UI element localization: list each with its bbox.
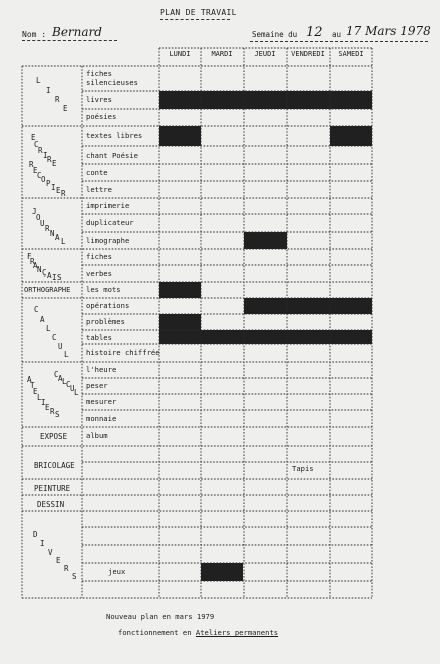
row-label: histoire chiffrée [86,348,160,357]
francais-letter: A [33,261,38,270]
row-label: tables [86,333,112,342]
footer-line1: Nouveau plan en mars 1979 [106,612,215,621]
lire-letter: E [63,104,68,113]
cell-note-tapis: Tapis [292,464,314,473]
divers-letter: D [33,530,38,539]
section-orthographe: ORTHOGRAPHE [24,286,71,294]
row-label: textes libres [86,131,143,140]
row-label: opérations [86,301,130,310]
row-label: verbes [86,269,112,278]
journal-letter: A [55,233,60,242]
row-label: problèmes [86,317,125,326]
ateliers-letter: A [27,375,32,384]
lire-letter: L [36,76,41,85]
row-label: mesurer [86,397,117,406]
calcul-letter: L [64,350,69,359]
francais-letter: S [57,273,62,282]
divers-letter: E [56,556,61,565]
footer-line2 [118,628,278,637]
day-header-mardi: MARDI [211,50,233,58]
section-expose: EXPOSE [40,432,68,441]
divers-letter: I [40,539,45,548]
document-title: PLAN DE TRAVAIL [160,8,237,17]
day-header-lundi: LUNDI [169,50,191,58]
row-label: monnaie [86,414,117,423]
ecrire-letter: E [52,159,57,168]
row-label: conte [86,168,108,177]
journal-letter: J [32,207,37,216]
ateliers-letter: R [50,407,55,416]
calcul2-letter: A [58,374,63,383]
recopier-letter: C [37,171,42,180]
nom-label: Nom : [22,30,47,39]
section-peinture: PEINTURE [34,484,71,493]
section-bricolage: BRICOLAGE [34,461,75,470]
recopier-letter: E [33,166,38,175]
recopier-letter: R [29,160,34,169]
footer-ateliers-permanents: Ateliers permanents [195,628,279,637]
francais-letter: R [30,257,35,266]
divers-letter: S [72,572,77,581]
calcul2-letter: U [70,384,75,393]
calcul-letter: C [34,305,39,314]
recopier-letter: P [46,179,51,188]
calcul2-letter: C [54,370,59,379]
recopier-letter: R [61,189,66,198]
row-label: duplicateur [86,218,134,227]
ateliers-letter: L [37,393,42,402]
recopier-letter: I [51,183,56,192]
row-label: livres [86,95,112,104]
ateliers-letter: E [33,387,38,396]
calcul-letter: L [46,324,51,333]
calcul2-letter: L [62,377,67,386]
calcul-letter: C [52,333,57,342]
row-label: l'heure [86,365,117,374]
ecrire-letter: E [31,133,36,142]
row-label: lettre [86,185,112,194]
semaine-from: 12 [306,25,323,40]
francais-letter: F [27,252,32,261]
row-label: jeux [108,567,126,576]
calcul-letter: A [40,315,45,324]
calcul2-letter: L [74,388,79,397]
row-label: limographe [86,236,130,245]
journal-letter: O [36,213,41,222]
lire-letter: R [55,95,60,104]
journal-letter: U [40,219,45,228]
footer-line2-prefix: fonctionnement en [118,628,196,637]
nom-value: Bernard [52,25,102,39]
ecrire-letter: R [38,146,43,155]
francais-letter: Ç [42,268,47,277]
journal-letter: L [61,237,66,246]
day-header-jeudi: JEUDI [254,50,276,58]
row-label: chant Poésie [86,151,138,160]
calcul2-letter: C [66,380,71,389]
section-dessin: DESSIN [37,500,65,509]
ecrire-letter: R [47,155,52,164]
semaine-to: 17 Mars 1978 [346,24,431,38]
ecrire-letter: C [34,140,39,149]
row-label: peser [86,381,108,390]
row-label: les mots [86,285,121,294]
divers-letter: V [48,548,53,557]
day-header-samedi: SAMEDI [338,50,364,58]
row-label: fiches [86,252,112,261]
ateliers-letter: I [41,398,46,407]
francais-letter: N [37,265,42,274]
recopier-letter: E [56,186,61,195]
journal-letter: R [45,224,50,233]
row-label: album [86,431,108,440]
row-label: fiches [86,69,112,78]
calcul-letter: U [58,342,63,351]
francais-letter: A [47,271,52,280]
ecrire-letter: I [43,151,48,160]
row-label-line2: silencieuses [86,78,138,87]
ateliers-letter: T [30,381,35,390]
francais-letter: I [52,273,57,282]
semaine-label: Semaine du [252,30,298,39]
journal-letter: N [50,229,55,238]
recopier-letter: O [41,175,46,184]
row-label: imprimerie [86,201,130,210]
divers-letter: R [64,564,69,573]
ateliers-letter: E [45,403,50,412]
ateliers-letter: S [55,410,60,419]
lire-letter: I [46,86,51,95]
row-label: poésies [86,112,117,121]
day-header-vendredi: VENDREDI [291,50,325,58]
semaine-au-label: au [332,30,342,39]
